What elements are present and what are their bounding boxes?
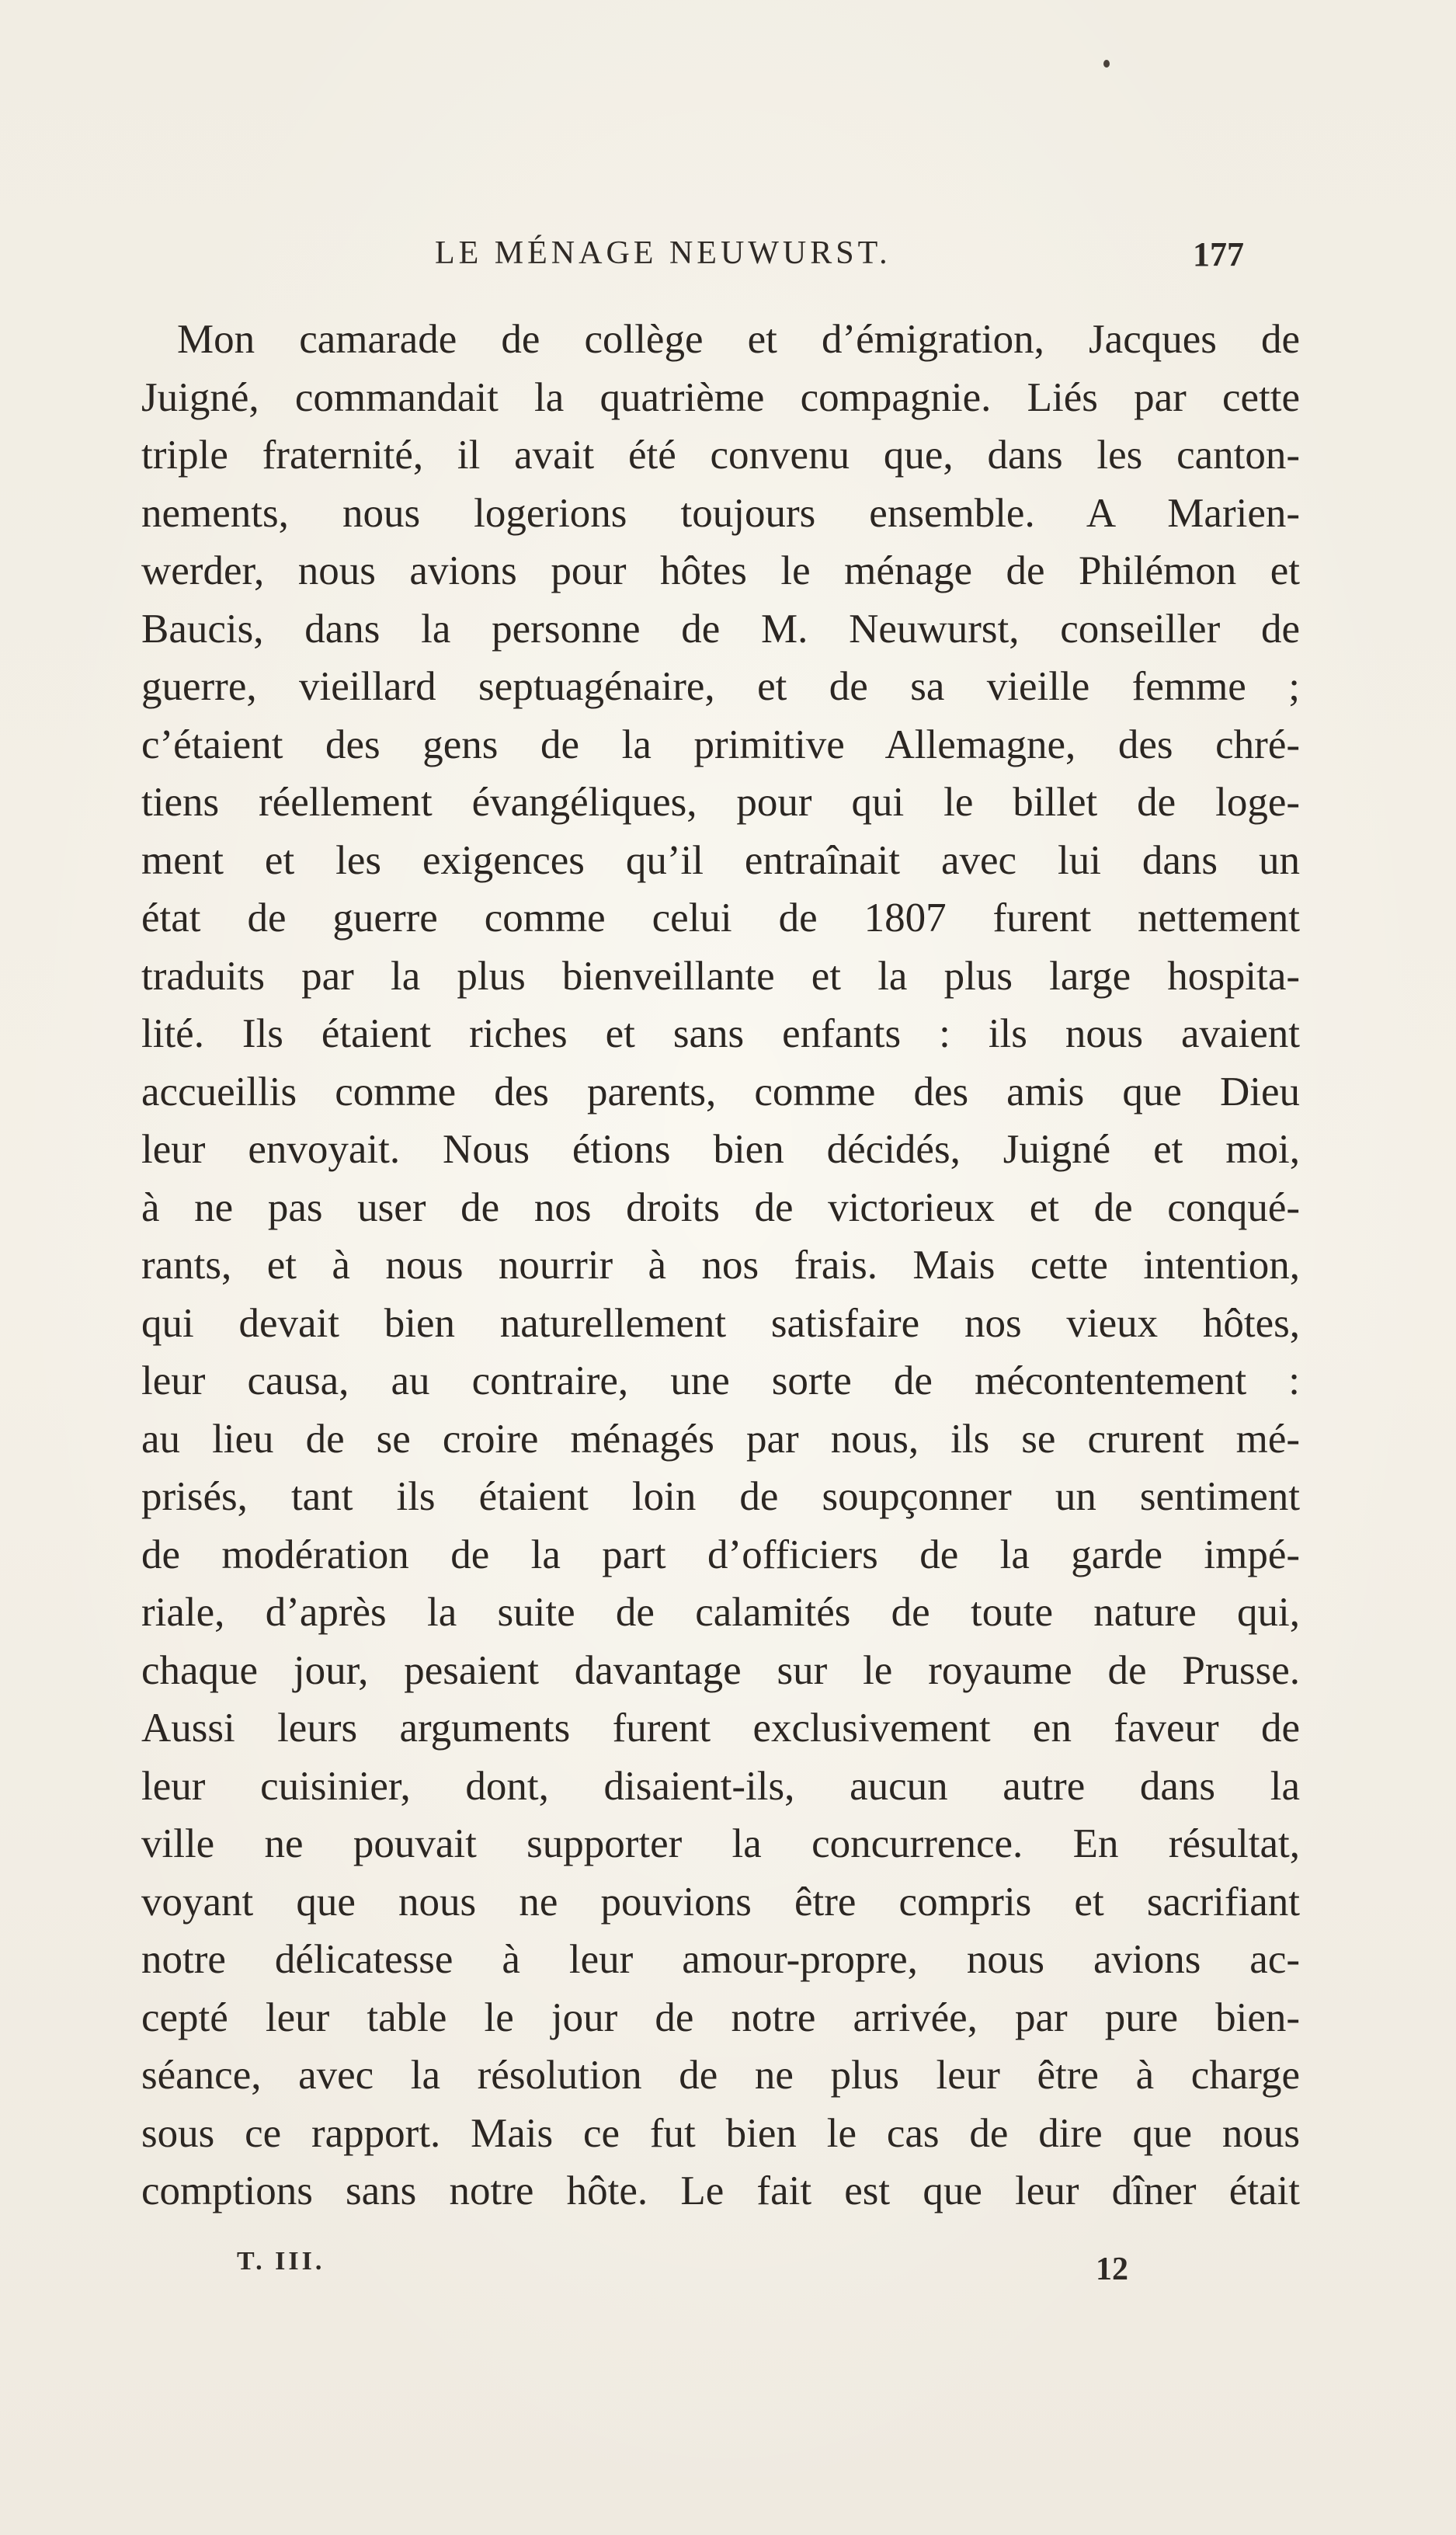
signature-mark: T. III. xyxy=(237,2247,325,2276)
text-line: werder, nous avions pour hôtes le ménage de Philémon et xyxy=(141,548,1300,593)
body-text xyxy=(141,311,1300,2220)
text-line: leur envoyait. Nous étions bien décidés, Juigné et moi, xyxy=(141,1127,1300,1172)
text-line: qui devait bien naturellement satisfaire nos vieux hôtes, xyxy=(141,1300,1300,1346)
text-line: rants, et à nous nourrir à nos frais. Mais cette intention, xyxy=(141,1243,1300,1288)
text-line: ment et les exigences qu’il entraînait avec lui dans un xyxy=(141,837,1300,883)
text-line: au lieu de se croire ménagés par nous, ils se crurent mé- xyxy=(141,1416,1300,1462)
folio-number: 12 xyxy=(1096,2252,1128,2287)
text-line: Aussi leurs arguments furent exclusivement en faveur de xyxy=(141,1706,1300,1751)
text-line: à ne pas user de nos droits de victorieux et de conqué- xyxy=(141,1184,1300,1230)
ink-speck xyxy=(1103,60,1110,68)
text-line: lité. Ils étaient riches et sans enfants : ils nous avaient xyxy=(141,1011,1300,1056)
text-line: état de guerre comme celui de 1807 furent nettement xyxy=(141,895,1300,941)
text-line: notre délicatesse à leur amour-propre, nous avions ac- xyxy=(141,1937,1300,1982)
text-line: Baucis, dans la personne de M. Neuwurst, conseiller de xyxy=(141,606,1300,652)
text-line: séance, avec la résolution de ne plus leur être à charge xyxy=(141,2053,1300,2098)
text-line: tiens réellement évangéliques, pour qui le billet de loge- xyxy=(141,780,1300,825)
text-line: Mon camarade de collège et d’émigration, Jacques de xyxy=(177,317,1300,362)
running-title: LE MÉNAGE NEUWURST. xyxy=(435,235,891,271)
text-line: guerre, vieillard septuagénaire, et de sa vieille femme ; xyxy=(141,664,1300,709)
text-line: prisés, tant ils étaient loin de soupçonner un sentiment xyxy=(141,1474,1300,1519)
text-line: leur cuisinier, dont, disaient-ils, aucun autre dans la xyxy=(141,1763,1300,1809)
text-line: de modération de la part d’officiers de la garde impé- xyxy=(141,1532,1300,1577)
text-line: leur causa, au contraire, une sorte de mécontentement : xyxy=(141,1358,1300,1403)
text-line: sous ce rapport. Mais ce fut bien le cas de dire que nous xyxy=(141,2110,1300,2156)
text-line: voyant que nous ne pouvions être compris et sacrifiant xyxy=(141,1879,1300,1925)
text-line: ville ne pouvait supporter la concurrence. En résultat, xyxy=(141,1821,1300,1866)
text-line: Juigné, commandait la quatrième compagnie. Liés par cette xyxy=(141,374,1300,420)
text-line: c’étaient des gens de la primitive Allemagne, des chré- xyxy=(141,722,1300,767)
text-line: cepté leur table le jour de notre arrivée, par pure bien- xyxy=(141,1994,1300,2040)
text-line: nements, nous logerions toujours ensemble. A Marien- xyxy=(141,490,1300,536)
text-line: comptions sans notre hôte. Le fait est que leur dîner était xyxy=(141,2168,1300,2213)
text-line: accueillis comme des parents, comme des amis que Dieu xyxy=(141,1069,1300,1114)
text-line: traduits par la plus bienveillante et la plus large hospita- xyxy=(141,953,1300,999)
text-line: triple fraternité, il avait été convenu que, dans les canton- xyxy=(141,433,1300,478)
text-line: chaque jour, pesaient davantage sur le royaume de Prusse. xyxy=(141,1647,1300,1693)
page-number: 177 xyxy=(1193,235,1244,273)
text-line: riale, d’après la suite de calamités de toute nature qui, xyxy=(141,1590,1300,1635)
